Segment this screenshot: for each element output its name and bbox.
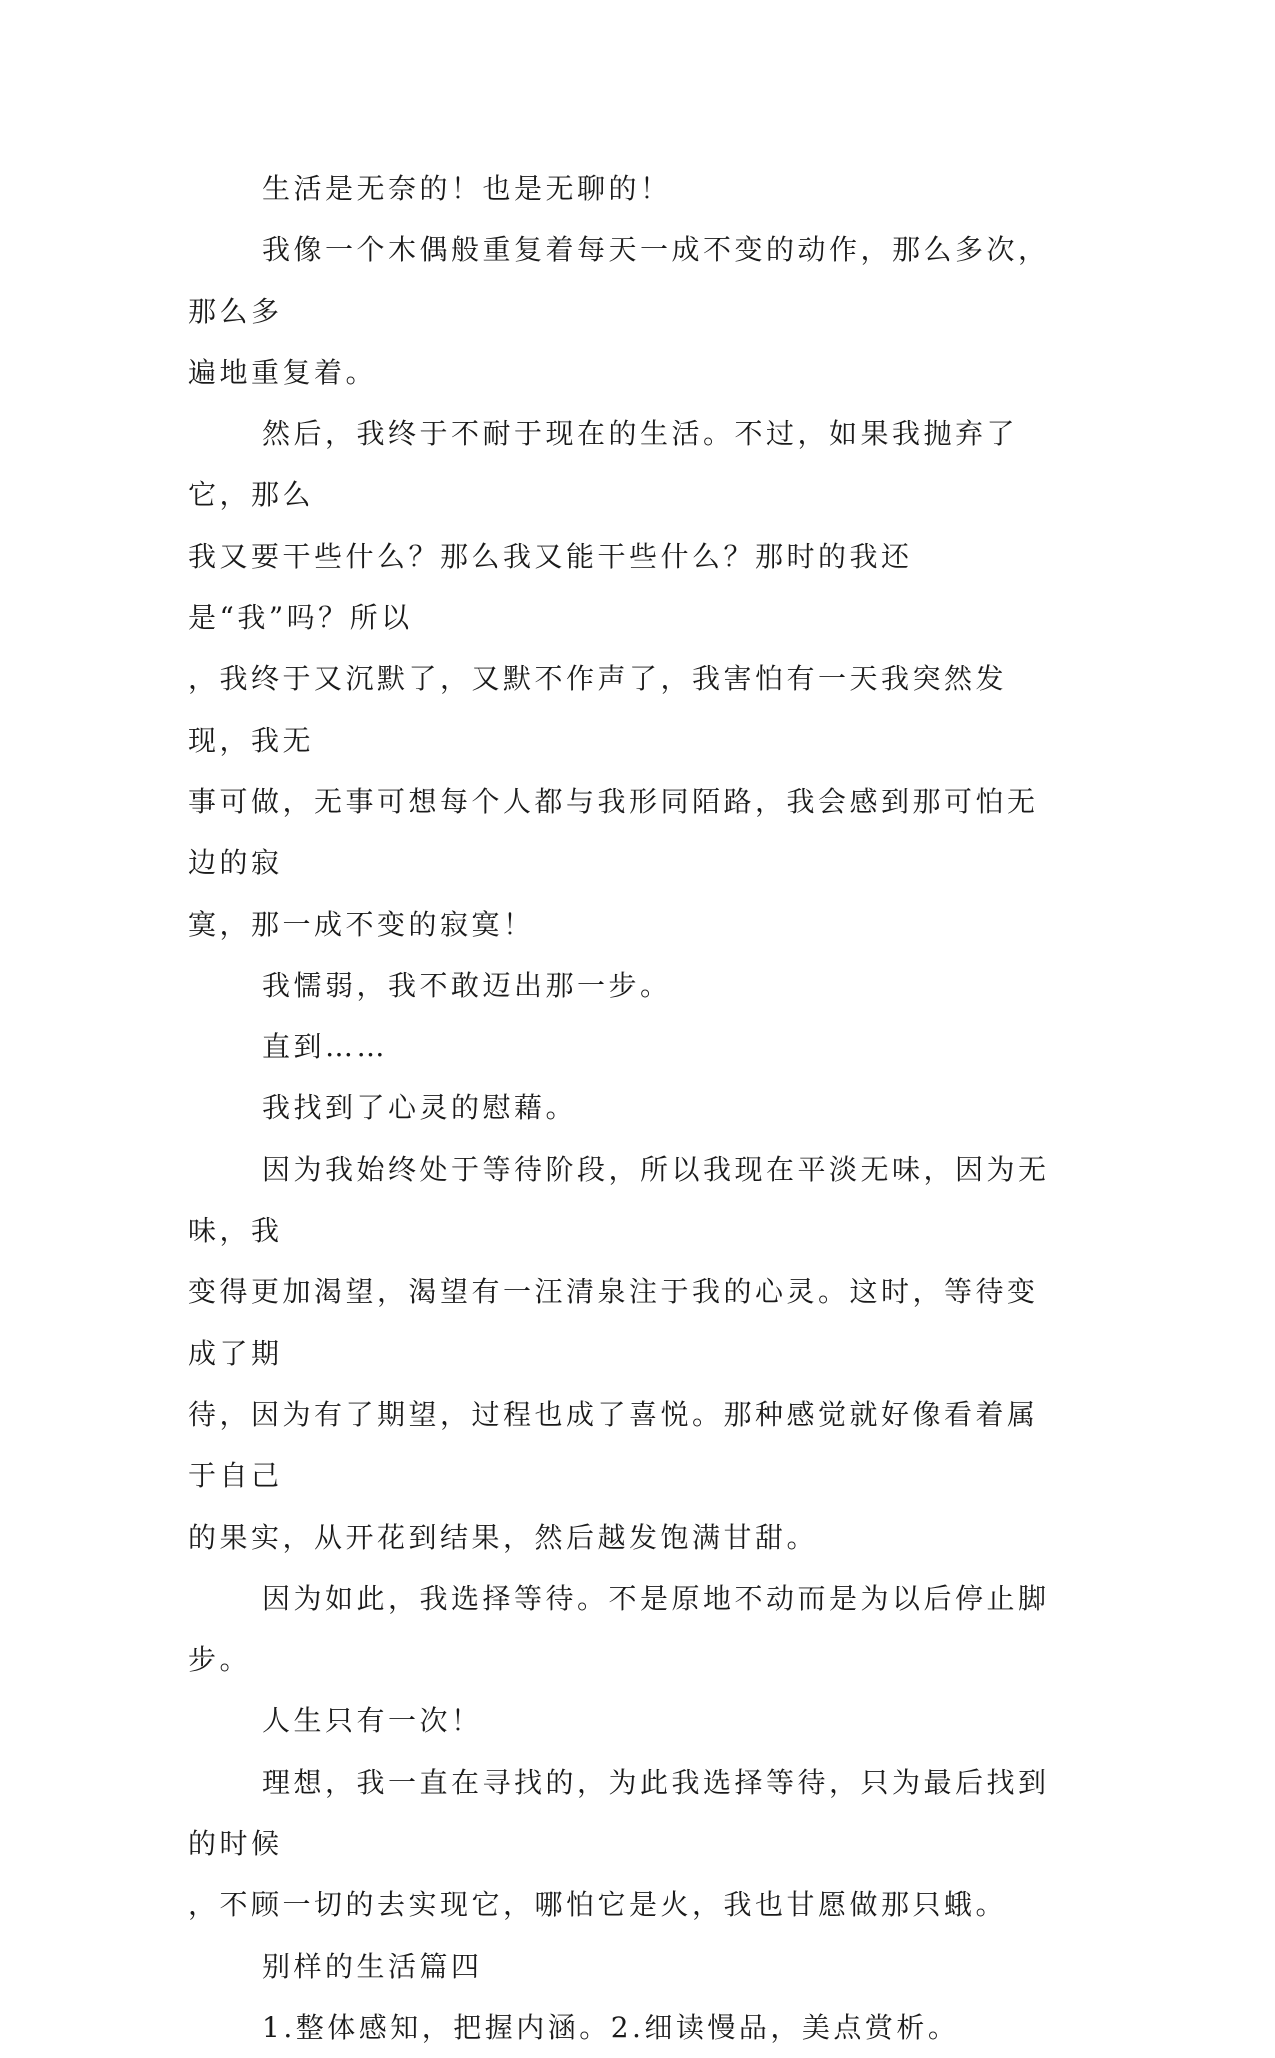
- text-line: 直到……: [262, 1030, 389, 1064]
- text-line: 寞，那一成不变的寂寞！: [188, 907, 535, 941]
- text-line: 理想，我一直在寻找的，为此我选择等待，只为最后找到的时候: [188, 1765, 1050, 1861]
- text-line: 因为我始终处于等待阶段，所以我现在平淡无味，因为无味，我: [188, 1152, 1050, 1248]
- text-line: 生活是无奈的！也是无聊的！: [262, 172, 672, 205]
- text-line: 我懦弱，我不敢迈出那一步。: [262, 968, 672, 1002]
- text-line: 1.整体感知，把握内涵。2.细读慢品，美点赏析。: [262, 2010, 960, 2044]
- text-line: 事可做，无事可想每个人都与我形同陌路，我会感到那可怕无边的寂: [188, 784, 1039, 880]
- text-line: ，不顾一切的去实现它，哪怕它是火，我也甘愿做那只蛾。: [188, 1888, 1008, 1922]
- text-line: 我又要干些什么？那么我又能干些什么？那时的我还是“我”吗？所以: [188, 539, 913, 635]
- text-line: ，我终于又沉默了，又默不作声了，我害怕有一天我突然发现，我无: [188, 662, 1008, 757]
- text-line: 人生只有一次！: [262, 1704, 483, 1738]
- section-heading: 别样的生活篇四: [262, 1949, 483, 1983]
- text-line: 变得更加渴望，渴望有一汪清泉注于我的心灵。这时，等待变成了期: [188, 1275, 1039, 1370]
- document-body: [188, 158, 1068, 2058]
- text-line: 待，因为有了期望，过程也成了喜悦。那种感觉就好像看着属于自己: [188, 1397, 1039, 1493]
- text-line: 遍地重复着。: [188, 355, 378, 389]
- text-line: 我找到了心灵的慰藉。: [262, 1091, 578, 1125]
- text-line: 的果实，从开花到结果，然后越发饱满甘甜。: [188, 1520, 819, 1554]
- text-line: 因为如此，我选择等待。不是原地不动而是为以后停止脚步。: [188, 1581, 1050, 1677]
- text-line: 我像一个木偶般重复着每天一成不变的动作，那么多次，那么多: [188, 233, 1050, 328]
- text-line: 然后，我终于不耐于现在的生活。不过，如果我抛弃了它，那么: [188, 417, 1019, 512]
